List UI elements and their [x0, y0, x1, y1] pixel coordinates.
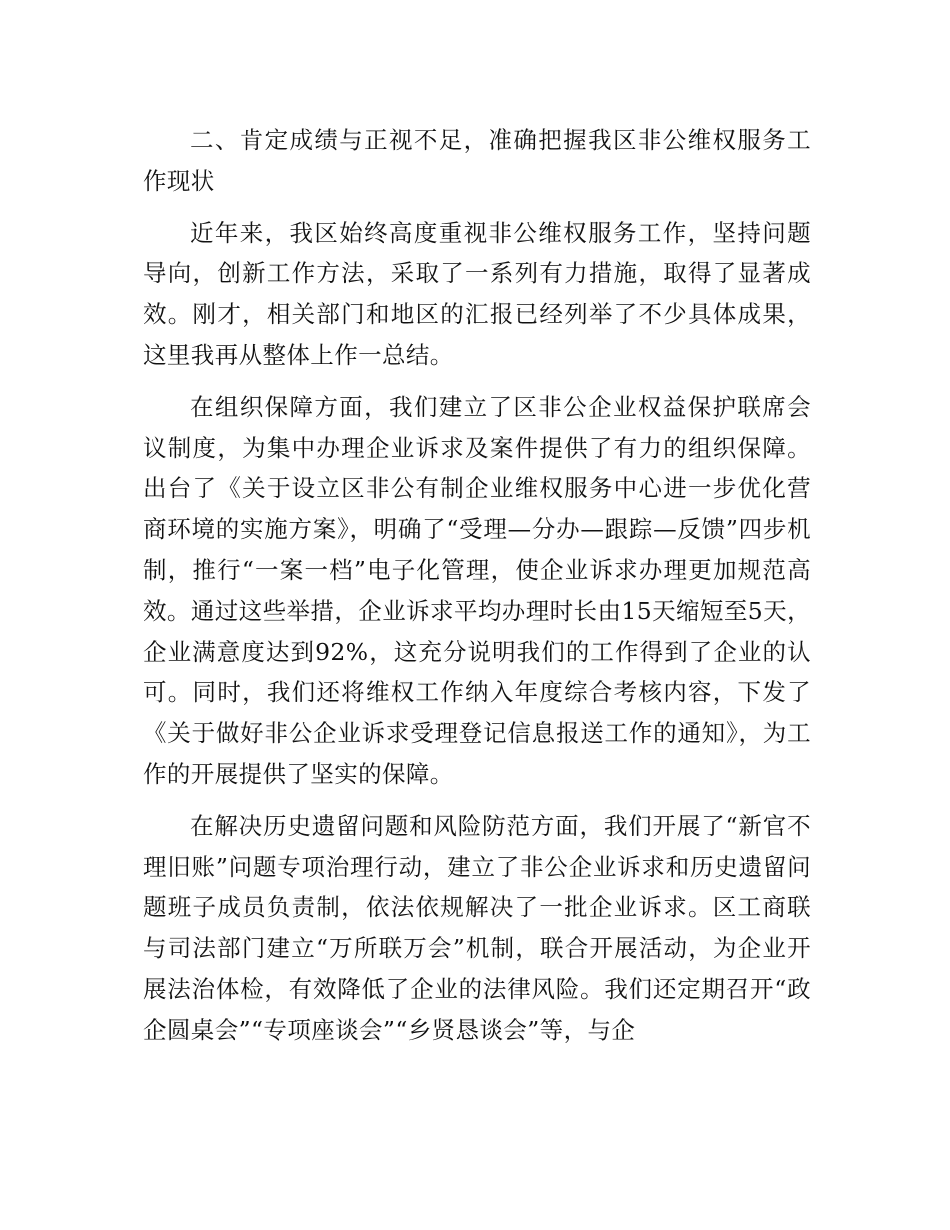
- paragraph-organizational-support: 在组织保障方面，我们建立了区非公企业权益保护联席会议制度，为集中办理企业诉求及案件提供了有力的组织保障。出台了《关于设立区非公有制企业维权服务中心进一步优化营商环境的实施方案》，明确了“受理—分办—跟踪—反馈”四步机制，推行“一案一档”电子化管理，使企业诉求办理更加规范高效。通过这些举措，企业诉求平均办理时长由15天缩短至5天，企业满意度达到92%，这充分说明我们的工作得到了企业的认可。同时，我们还将维权工作纳入年度综合考核内容，下发了《关于做好非公企业诉求受理登记信息报送工作的通知》，为工作的开展提供了坚实的保障。: [143, 392, 811, 788]
- document-body: [143, 120, 811, 1062]
- paragraph-overview: 近年来，我区始终高度重视非公维权服务工作，坚持问题导向，创新工作方法，采取了一系列有力措施，取得了显著成效。刚才，相关部门和地区的汇报已经列举了不少具体成果，这里我再从整体上作一总结。: [143, 218, 811, 369]
- paragraph-legacy-issues: 在解决历史遗留问题和风险防范方面，我们开展了“新官不理旧账”问题专项治理行动，建立了非公企业诉求和历史遗留问题班子成员负责制，依法依规解决了一批企业诉求。区工商联与司法部门建立“万所联万会”机制，联合开展活动，为企业开展法治体检，有效降低了企业的法律风险。我们还定期召开“政企圆桌会”“专项座谈会”“乡贤恳谈会”等，与企: [143, 811, 811, 1044]
- section-heading: 二、肯定成绩与正视不足，准确把握我区非公维权服务工作现状: [143, 126, 811, 195]
